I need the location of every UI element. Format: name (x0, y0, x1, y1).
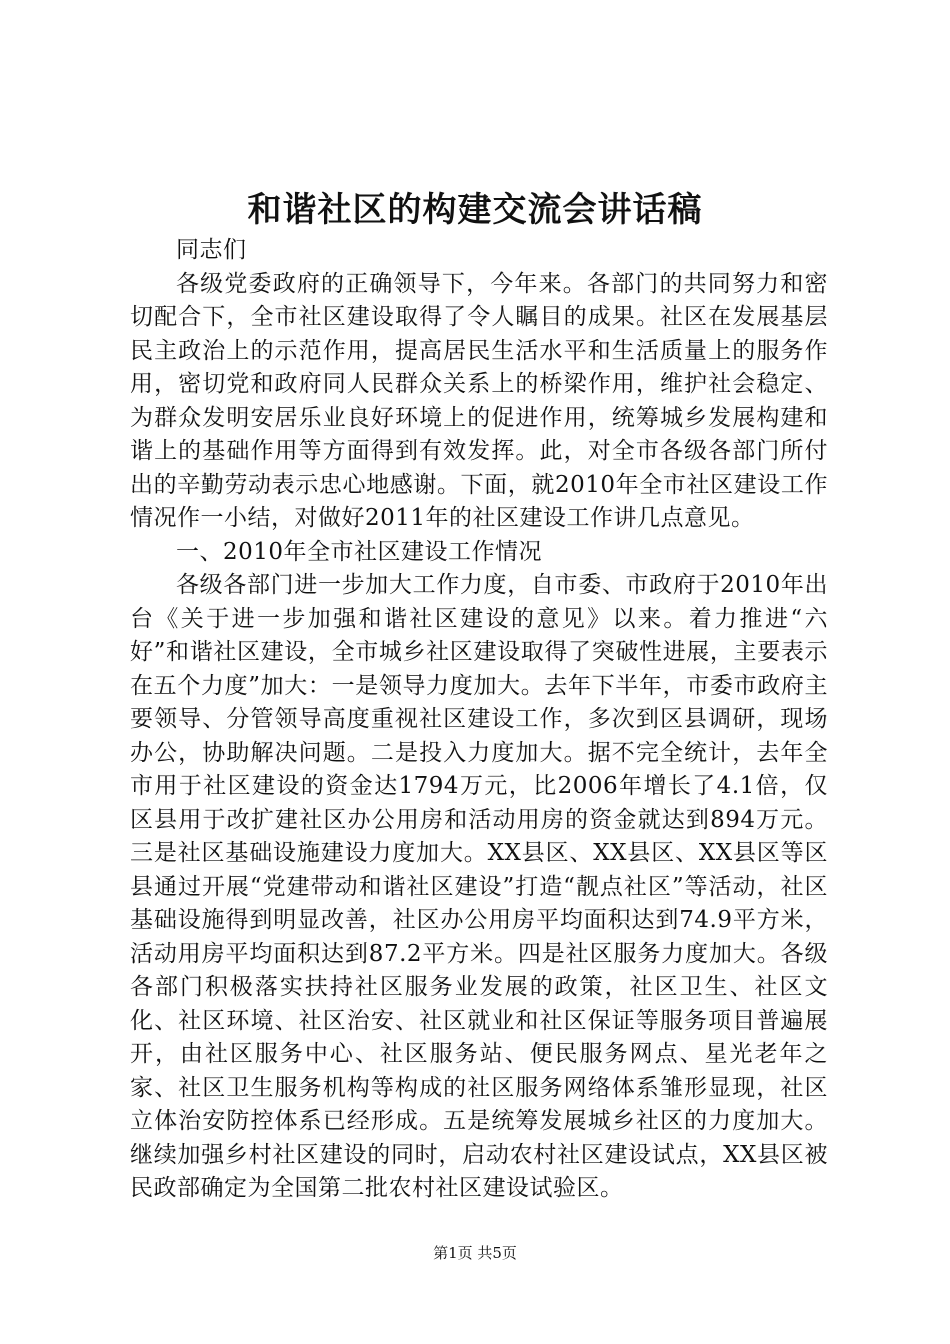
salutation-paragraph: 同志们 (176, 237, 247, 263)
document-title: 和谐社区的构建交流会讲话稿 (247, 190, 703, 230)
section-paragraph: 各级各部门进一步加大工作力度，自市委、市政府于2010年出台《关于进一步加强和谐社区建设的意见》以来。着力推进“六好”和谐社区建设，全市城乡社区建设取得了突破性进展，主要表示在五个力度”加大：一是领导力度加大。去年下半年，市委市政府主要领导、分管领导高度重视社区建设工作，多次到区县调研，现场办公，协助解决问题。二是投入力度加大。据不完全统计，去年全市用于社区建设的资金达1794万元，比2006年增长了4.1倍，仅区县用于改扩建社区办公用房和活动用房的资金就达到894万元。三是社区基础设施建设力度加大。XX县区、XX县区、XX县区等区县通过开展“党建带动和谐社区建设”打造“靓点社区”等活动，社区基础设施得到明显改善，社区办公用房平均面积达到74.9平方米，活动用房平均面积达到87.2平方米。四是社区服务力度加大。各级各部门积极落实扶持社区服务业发展的政策，社区卫生、社区文化、社区环境、社区治安、社区就业和社区保证等服务项目普遍展开，由社区服务中心、社区服务站、便民服务网点、星光老年之家、社区卫生服务机构等构成的社区服务网络体系雏形显现，社区立体治安防控体系已经形成。五是统筹发展城乡社区的力度加大。继续加强乡村社区建设的同时，启动农村社区建设试点，XX县区被民政部确定为全国第二批农村社区建设试验区。 (130, 572, 828, 1201)
intro-paragraph: 各级党委政府的正确领导下，今年来。各部门的共同努力和密切配合下，全市社区建设取得了令人瞩目的成果。社区在发展基层民主政治上的示范作用，提高居民生活水平和生活质量上的服务作用，密切党和政府同人民群众关系上的桥梁作用，维护社会稳定、为群众发明安居乐业良好环境上的促进作用，统筹城乡发展构建和谐上的基础作用等方面得到有效发挥。此，对全市各级各部门所付出的辛勤劳动表示忠心地感谢。下面，就2010年全市社区建设工作情况作一小结，对做好2011年的社区建设工作讲几点意见。 (130, 270, 828, 531)
page-number-footer: 第1页 共5页 (433, 1244, 517, 1262)
document-body (130, 234, 828, 1206)
section-heading: 一、2010年全市社区建设工作情况 (176, 538, 543, 565)
